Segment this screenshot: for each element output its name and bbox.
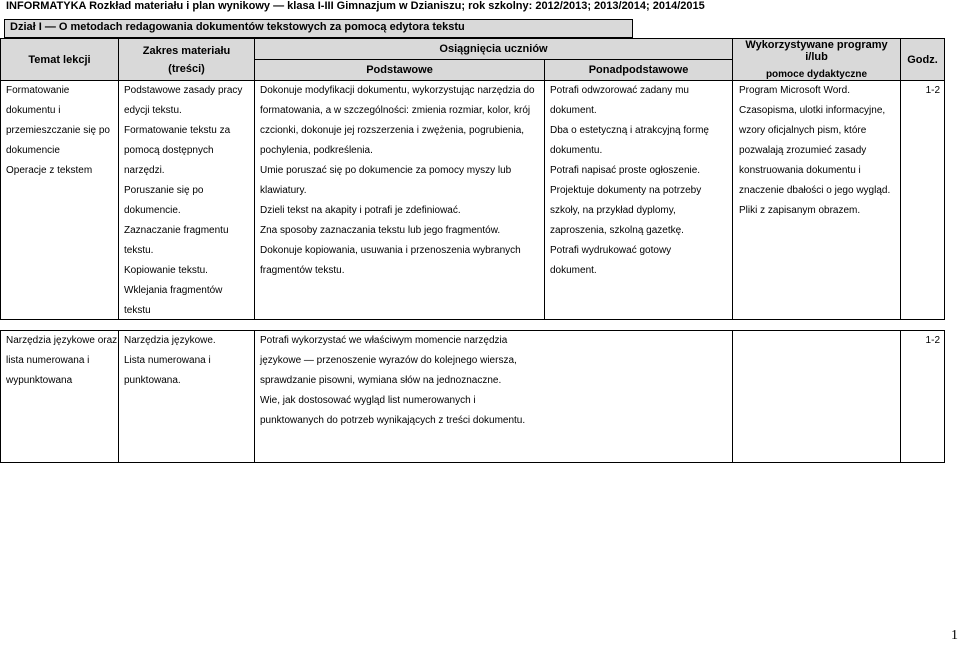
row1-scope-line: Poruszanie się po <box>124 185 204 196</box>
row2-basic-line: Potrafi wykorzystać we właściwym momencie narzędzia <box>260 335 508 346</box>
row1-advanced-line: Potrafi odwzorować zadany mu <box>550 85 689 96</box>
row1-basic-line: Zna sposoby zaznaczania tekstu lub jego fragmentów. <box>260 225 501 236</box>
row1-basic-line: pochylenia, podkreślenia. <box>260 145 373 156</box>
row1-topic-line: Operacje z tekstem <box>6 165 93 176</box>
row1-topic-line: dokumencie <box>6 145 60 156</box>
header-scope <box>119 39 255 81</box>
row1-scope-line: Kopiowanie tekstu. <box>124 265 208 276</box>
row1-topic-cell <box>1 81 119 320</box>
header-programs-line1: Wykorzystywane programy i/lub <box>745 39 888 63</box>
row1-scope-line: tekstu. <box>124 245 154 256</box>
header-programs <box>733 39 901 81</box>
row1-scope-line: dokumencie. <box>124 205 181 216</box>
header-achievements: Osiągnięcia uczniów <box>255 39 733 60</box>
row2-basic-cell <box>255 331 733 463</box>
row2-topic-line: lista numerowana i <box>6 355 90 366</box>
row1-basic-line: czcionki, dokonuje jej rozszerzenia i zwężenia, pogrubienia, <box>260 125 525 136</box>
row1-topic-line: przemieszczanie się po <box>6 125 110 136</box>
row2-scope-line: Narzędzia językowe. <box>124 335 216 346</box>
row1-advanced-line: Projektuje dokumenty na potrzeby <box>550 185 702 196</box>
row2-topic-line: wypunktowana <box>6 375 73 386</box>
row1-basic-line: Dokonuje kopiowania, usuwania i przenoszenia wybranych <box>260 245 521 256</box>
row2-scope-line: Lista numerowana i <box>124 355 211 366</box>
row1-scope-line: pomocą dostępnych <box>124 145 214 156</box>
header-scope-line2: (treści) <box>168 62 205 75</box>
row1-scope-line: edycji tekstu. <box>124 105 182 116</box>
row1-basic-line: klawiatury. <box>260 185 307 196</box>
row1-programs-line: Program Microsoft Word. <box>739 85 850 96</box>
row1-basic-line: Dzieli tekst na akapity i potrafi je zdefiniować. <box>260 205 461 216</box>
row1-advanced-line: zaproszenia, szkolną gazetkę. <box>550 225 684 236</box>
header-advanced: Ponadpodstawowe <box>545 60 733 81</box>
row2-basic-line: językowe — przenoszenie wyrazów do kolejnego wiersza, <box>260 355 517 366</box>
row1-basic-line: Umie poruszać się po dokumencie za pomocy myszy lub <box>260 165 512 176</box>
row1-scope-line: tekstu <box>124 305 151 316</box>
header-topic: Temat lekcji <box>1 39 119 81</box>
row1-topic-line: dokumentu i <box>6 105 61 116</box>
row1-advanced-line: Potrafi napisać proste ogłoszenie. <box>550 165 701 176</box>
row1-scope-line: Podstawowe zasady pracy <box>124 85 243 96</box>
row1-programs-line: Pliki z zapisanym obrazem. <box>739 205 861 216</box>
row1-programs-cell <box>733 81 901 320</box>
row2-scope-line: punktowana. <box>124 375 181 386</box>
document-title: INFORMATYKA Rozkład materiału i plan wynikowy — klasa I-III Gimnazjum w Dzianiszu; rok szkolny: 2012/2013; 2013/2014; 2014/2015 <box>6 0 705 12</box>
row1-basic-line: Dokonuje modyfikacji dokumentu, wykorzystując narzędzia do <box>260 85 535 96</box>
row1-programs-line: wzory oficjalnych pism, które <box>739 125 867 136</box>
row1-advanced-line: Potrafi wydrukować gotowy <box>550 245 672 256</box>
row1-scope-line: Zaznaczanie fragmentu <box>124 225 229 236</box>
row2-basic-line: Wie, jak dostosować wygląd list numerowanych i <box>260 395 476 406</box>
lesson-plan-table-row2 <box>0 330 945 463</box>
row2-hours-cell <box>901 331 945 463</box>
row1-advanced-line: Dba o estetyczną i atrakcyjną formę <box>550 125 709 136</box>
row2-basic-line: punktowanych do potrzeb wynikających z treści dokumentu. <box>260 415 526 426</box>
row1-advanced-cell <box>545 81 733 320</box>
row1-advanced-line: szkoły, na przykład dyplomy, <box>550 205 676 216</box>
lesson-plan-table <box>0 38 945 320</box>
row1-hours: 1-2 <box>925 85 941 96</box>
row1-programs-line: znaczenie dbałości o jego wygląd. <box>739 185 891 196</box>
row1-topic-line: Formatowanie <box>6 85 70 96</box>
row1-scope-line: narzędzi. <box>124 165 165 176</box>
row1-programs-line: pozwalają zrozumieć zasady <box>739 145 867 156</box>
row1-scope-line: Wklejania fragmentów <box>124 285 223 296</box>
row1-basic-line: fragmentów tekstu. <box>260 265 345 276</box>
row1-basic-line: formatowania, a w szczególności: zmienia rozmiar, kolor, krój <box>260 105 531 116</box>
row1-scope-cell <box>119 81 255 320</box>
header-hours: Godz. <box>901 39 945 81</box>
row1-programs-line: konstruowania dokumentu i <box>739 165 861 176</box>
row1-scope-line: Formatowanie tekstu za <box>124 125 231 136</box>
row2-hours: 1-2 <box>925 335 940 346</box>
row1-advanced-line: dokument. <box>550 265 597 276</box>
row2-topic-line: Narzędzia językowe oraz <box>6 335 118 346</box>
row1-programs-line: Czasopisma, ulotki informacyjne, <box>739 105 886 116</box>
header-programs-line2: pomoce dydaktyczne <box>765 69 868 80</box>
row1-advanced-line: dokumentu. <box>550 145 603 156</box>
row2-programs-cell <box>733 331 901 463</box>
header-scope-line1: Zakres materiału <box>142 44 231 57</box>
section-heading: Dział I — O metodach redagowania dokumentów tekstowych za pomocą edytora tekstu <box>4 19 633 38</box>
row2-basic-line: sprawdzanie pisowni, wymiana słów na jednoznaczne. <box>260 375 502 386</box>
row2-topic-cell <box>1 331 119 463</box>
page-number: 1 <box>951 628 958 643</box>
row1-advanced-line: dokument. <box>550 105 597 116</box>
row1-hours-cell <box>901 81 945 320</box>
header-basic: Podstawowe <box>255 60 545 81</box>
row2-scope-cell <box>119 331 255 463</box>
row1-basic-cell <box>255 81 545 320</box>
